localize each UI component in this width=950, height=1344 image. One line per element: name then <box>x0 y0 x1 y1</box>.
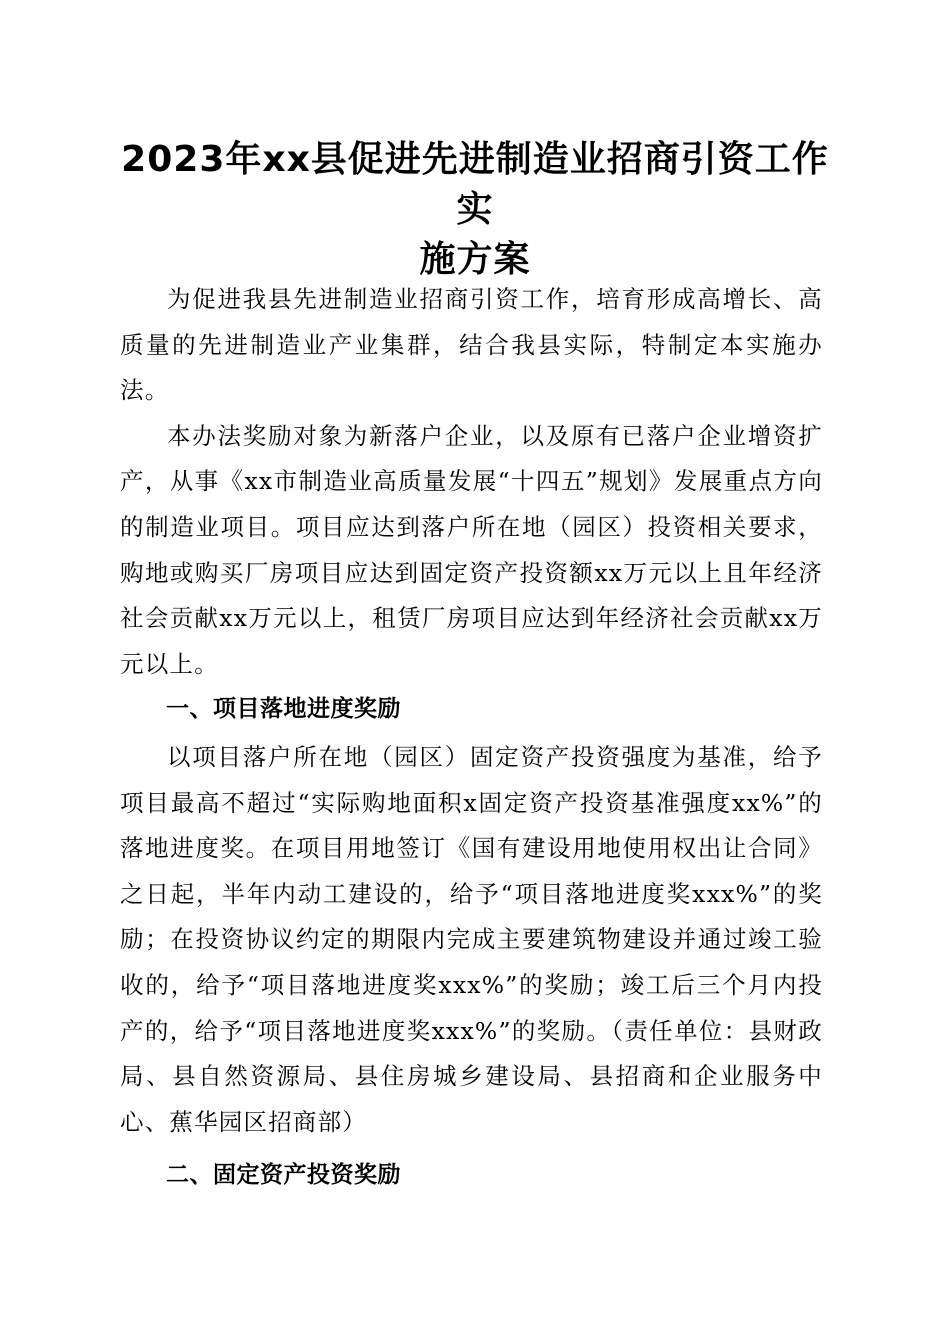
scope-paragraph: 本办法奖励对象为新落户企业，以及原有已落户企业增资扩产，从事《xx市制造业高质量发展“十四五”规划》发展重点方向的制造业项目。项目应达到落户所在地（园区）投资相关要求，购地或购买厂房项目应达到固定资产投资额xx万元以上且年经济社会贡献xx万元以上，租赁厂房项目应达到年经济社会贡献xx万元以上。 <box>120 421 823 678</box>
section-heading-1: 一、项目落地进度奖励 <box>166 696 401 723</box>
intro-paragraph: 为促进我县先进制造业招商引资工作，培育形成高增长、高质量的先进制造业产业集群，结合我县实际，特制定本实施办法。 <box>120 285 823 405</box>
section-heading-2: 二、固定资产投资奖励 <box>166 1162 401 1189</box>
section-1-paragraph: 以项目落户所在地（园区）固定资产投资强度为基准，给予项目最高不超过“实际购地面积x固定资产投资基准强度xx%”的落地进度奖。在项目用地签订《国有建设用地使用权出让合同》之日起，半年内动工建设的，给予“项目落地进度奖xxx%”的奖励；在投资协议约定的期限内完成主要建筑物建设并通过竣工验收的，给予“项目落地进度奖xxx%”的奖励；竣工后三个月内投产的，给予“项目落地进度奖xxx%”的奖励。（责任单位：县财政局、县自然资源局、县住房城乡建设局、县招商和企业服务中心、蕉华园区招商部） <box>120 742 823 1136</box>
document-body <box>120 277 823 1199</box>
title-line-2: 施方案 <box>419 239 531 280</box>
document-title <box>110 135 840 285</box>
title-line-1: 2023年xx县促进先进制造业招商引资工作实 <box>121 139 829 230</box>
